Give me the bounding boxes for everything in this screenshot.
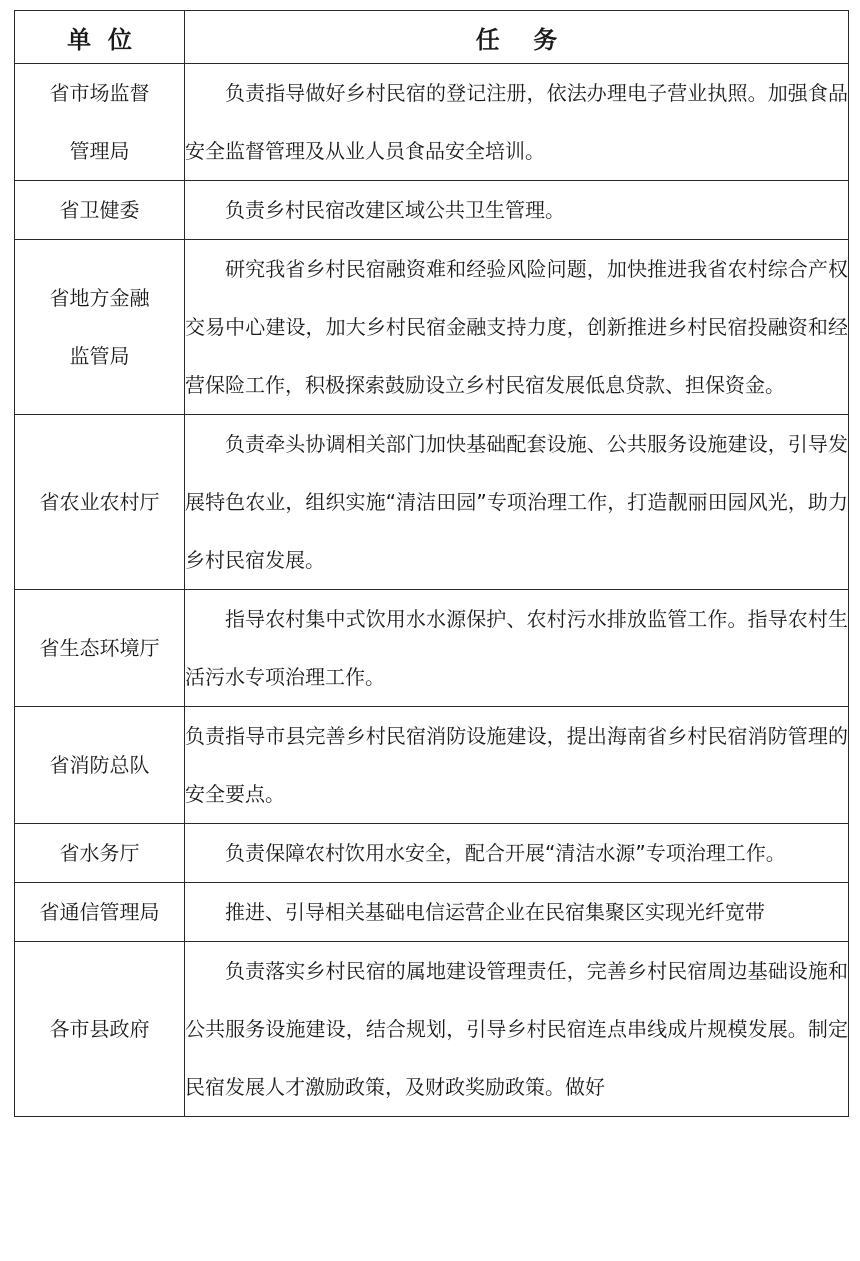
unit-cell: 省生态环境厅: [15, 590, 185, 707]
unit-cell: 省水务厅: [15, 824, 185, 883]
task-cell: [185, 64, 849, 181]
table-row: [15, 64, 849, 181]
unit-cell: 省通信管理局: [15, 883, 185, 942]
table-row: [15, 240, 849, 415]
unit-cell: 省消防总队: [15, 707, 185, 824]
table-row: [15, 415, 849, 590]
task-text: 负责指导市县完善乡村民宿消防设施建设，提出海南省乡村民宿消防管理的安全要点。: [185, 724, 848, 806]
task-text: 指导农村集中式饮用水水源保护、农村污水排放监管工作。指导农村生活污水专项治理工作。: [185, 607, 848, 689]
table-row: [15, 942, 849, 1117]
task-text: 负责指导做好乡村民宿的登记注册，依法办理电子营业执照。加强食品安全监督管理及从业人员食品安全培训。: [185, 81, 848, 163]
task-cell: [185, 942, 849, 1117]
header-row: [15, 11, 849, 64]
header-task: 任 务: [185, 11, 849, 64]
task-text: 负责保障农村饮用水安全，配合开展“清洁水源”专项治理工作。: [225, 841, 786, 865]
task-cell: [185, 824, 849, 883]
table-row: [15, 707, 849, 824]
task-cell: [185, 181, 849, 240]
task-cell: [185, 707, 849, 824]
task-cell: [185, 883, 849, 942]
task-cell: [185, 240, 849, 415]
unit-cell: 省地方金融 监管局: [15, 240, 185, 415]
task-text: 负责牵头协调相关部门加快基础配套设施、公共服务设施建设，引导发展特色农业，组织实施“清洁田园”专项治理工作，打造靓丽田园风光，助力乡村民宿发展。: [185, 432, 848, 572]
unit-cell: 省卫健委: [15, 181, 185, 240]
table-row: [15, 181, 849, 240]
task-cell: [185, 415, 849, 590]
task-text: 研究我省乡村民宿融资难和经验风险问题，加快推进我省农村综合产权交易中心建设，加大乡村民宿金融支持力度，创新推进乡村民宿投融资和经营保险工作，积极探索鼓励设立乡村民宿发展低息贷款、担保资金。: [185, 257, 848, 397]
task-text: 推进、引导相关基础电信运营企业在民宿集聚区实现光纤宽带: [225, 900, 765, 924]
table-row: [15, 824, 849, 883]
unit-cell: 省农业农村厅: [15, 415, 185, 590]
task-cell: [185, 590, 849, 707]
task-text: 负责落实乡村民宿的属地建设管理责任，完善乡村民宿周边基础设施和公共服务设施建设，结合规划，引导乡村民宿连点串线成片规模发展。制定民宿发展人才激励政策，及财政奖励政策。做好: [185, 959, 848, 1099]
unit-cell: 各市县政府: [15, 942, 185, 1117]
header-unit: 单 位: [15, 11, 185, 64]
table-row: [15, 883, 849, 942]
unit-cell: 省市场监督 管理局: [15, 64, 185, 181]
table-row: [15, 590, 849, 707]
task-text: 负责乡村民宿改建区域公共卫生管理。: [225, 198, 565, 222]
task-table: [14, 10, 849, 1117]
